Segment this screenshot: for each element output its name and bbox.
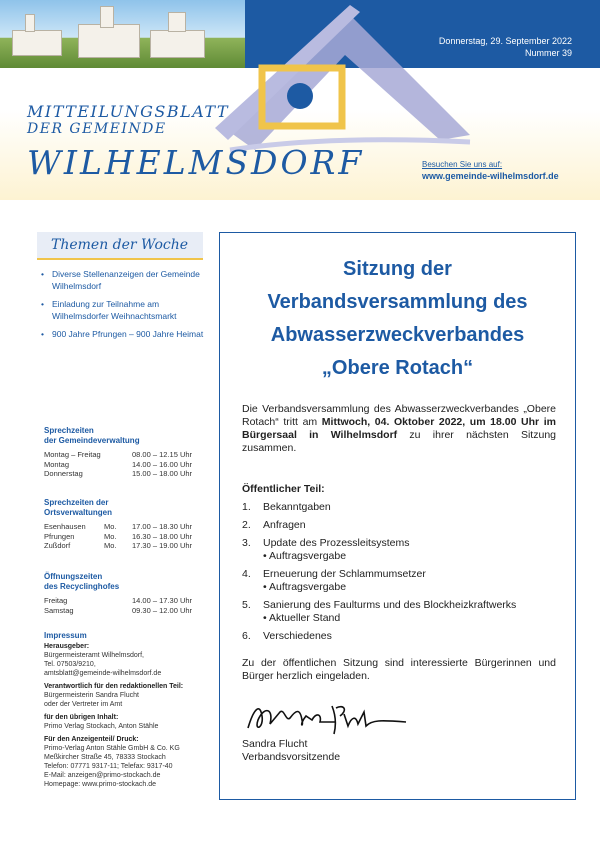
agenda-subitem: • Auftragsvergabe bbox=[263, 581, 347, 593]
agenda-item: 4. Erneuerung der Schlammumsetzer • Auftragsvergabe bbox=[242, 568, 562, 594]
title-line: Verbandsversammlung des bbox=[267, 291, 528, 313]
impressum-homepage[interactable]: Homepage: www.primo-stockach.de bbox=[44, 781, 157, 788]
title-line: Abwasserzweckverbandes bbox=[270, 324, 525, 346]
title-line: „Obere Rotach“ bbox=[321, 357, 474, 379]
hours-row: Montag – Freitag 08.00 – 12.15 Uhr bbox=[44, 450, 193, 459]
office-hours-title2: der Gemeindeverwaltung bbox=[44, 436, 140, 445]
agenda-subitem: • Aktueller Stand bbox=[263, 612, 341, 624]
recycling-hours bbox=[44, 572, 224, 615]
title-line: Sitzung der bbox=[343, 258, 452, 280]
recycling-title2: des Recyclinghofes bbox=[44, 582, 120, 591]
masthead-line2: DER GEMEINDE bbox=[27, 121, 167, 137]
signer bbox=[242, 738, 340, 764]
impressum-heading: Verantwortlich für den redaktionellen Teil: bbox=[44, 683, 184, 690]
announcement-box bbox=[219, 232, 576, 800]
masthead bbox=[0, 0, 600, 200]
recycling-title1: Öffnungszeiten bbox=[44, 572, 103, 581]
masthead-title: WILHELMSDORF bbox=[27, 143, 365, 182]
local-office-hours bbox=[44, 498, 224, 551]
impressum-line: Telefon: 07771 9317-11; Telefax: 9317-40 bbox=[44, 763, 173, 770]
themen-item[interactable]: • Einladung zur Teilnahme am Wilhelmsdorfer Weihnachtsmarkt bbox=[41, 298, 206, 322]
website-link[interactable]: www.gemeinde-wilhelmsdorf.de bbox=[422, 171, 559, 181]
themen-list bbox=[41, 268, 206, 346]
agenda-item: 1. Bekanntgaben bbox=[242, 501, 331, 513]
hours-row: Zußdorf Mo. 17.30 – 19.00 Uhr bbox=[44, 541, 193, 550]
hours-row: Samstag 09.30 – 12.00 Uhr bbox=[44, 605, 193, 615]
public-part-heading: Öffentlicher Teil: bbox=[242, 483, 325, 495]
agenda-item: 5. Sanierung des Faulturms und des Blockheizkraftwerks • Aktueller Stand bbox=[242, 599, 562, 625]
agenda-list bbox=[242, 501, 562, 648]
hours-row: Donnerstag 15.00 – 18.00 Uhr bbox=[44, 469, 193, 478]
meeting-datetime: Mittwoch, 04. Oktober 2022, um 18.00 Uhr im Bürgersaal in Wilhelmsdorf bbox=[242, 416, 556, 441]
impressum-line: Primo Verlag Stockach, Anton Stähle bbox=[44, 723, 159, 730]
issue-info bbox=[439, 35, 572, 59]
impressum-heading: Herausgeber: bbox=[44, 643, 90, 650]
office-hours bbox=[44, 426, 224, 479]
impressum-line: Primo-Verlag Anton Stähle GmbH & Co. KG bbox=[44, 745, 180, 752]
themen-title: Themen der Woche bbox=[51, 237, 189, 253]
signature-icon bbox=[240, 698, 410, 738]
hours-row: Esenhausen Mo. 17.00 – 18.30 Uhr bbox=[44, 522, 193, 531]
impressum-email[interactable]: E-Mail: anzeigen@primo-stockach.de bbox=[44, 772, 161, 779]
hours-row: Pfrungen Mo. 16.30 – 18.00 Uhr bbox=[44, 531, 193, 541]
impressum bbox=[44, 631, 224, 789]
local-hours-title1: Sprechzeiten der bbox=[44, 498, 109, 507]
announcement-title bbox=[220, 253, 575, 385]
agenda-item: 6. Verschiedenes bbox=[242, 630, 332, 642]
hours-row: Montag 14.00 – 16.00 Uhr bbox=[44, 459, 193, 469]
impressum-title: Impressum bbox=[44, 631, 87, 640]
hours-row: Freitag 14.00 – 17.30 Uhr bbox=[44, 596, 193, 605]
masthead-line1: MITTEILUNGSBLATT bbox=[27, 102, 230, 121]
visit-label: Besuchen Sie uns auf: bbox=[422, 160, 503, 169]
themen-item[interactable]: • 900 Jahre Pfrungen – 900 Jahre Heimat bbox=[41, 328, 206, 340]
impressum-heading: für den übrigen Inhalt: bbox=[44, 714, 119, 721]
closing-text: Zu der öffentlichen Sitzung sind interessierte Bürgerinnen und Bürger herzlich eingeladen. bbox=[242, 657, 556, 682]
issue-number: Nummer 39 bbox=[524, 48, 572, 58]
signer-name: Sandra Flucht bbox=[242, 738, 308, 750]
agenda-subitem: • Auftragsvergabe bbox=[263, 550, 347, 562]
impressum-line: Bürgermeisteramt Wilhelmsdorf, bbox=[44, 652, 144, 659]
announcement-intro: Die Verbandsversammlung des Abwasserzweckverbandes „Obere Rotach“ tritt am Mittwoch, 04. Oktober 2022, um 18.00 Uhr im Bürgersaal in Wilhelmsdorf zu ihrer nächsten Sitzung zusammen. bbox=[242, 403, 556, 454]
impressum-email[interactable]: amtsblatt@gemeinde-wilhelmsdorf.de bbox=[44, 670, 162, 677]
impressum-heading: Für den Anzeigenteil/ Druck: bbox=[44, 736, 139, 743]
issue-date: Donnerstag, 29. September 2022 bbox=[438, 36, 572, 46]
impressum-line: Tel. 07503/9210, bbox=[44, 661, 96, 668]
agenda-item: 3. Update des Prozessleitsystems • Auftragsvergabe bbox=[242, 537, 562, 563]
impressum-line: Meßkircher Straße 45, 78333 Stockach bbox=[44, 754, 166, 761]
local-hours-title2: Ortsverwaltungen bbox=[44, 508, 113, 517]
themen-header bbox=[37, 232, 203, 260]
office-hours-title1: Sprechzeiten bbox=[44, 426, 94, 435]
themen-item[interactable]: • Diverse Stellenanzeigen der Gemeinde Wilhelmsdorf bbox=[41, 268, 206, 292]
agenda-item: 2. Anfragen bbox=[242, 519, 306, 531]
impressum-line: oder der Vertreter im Amt bbox=[44, 701, 123, 708]
signer-role: Verbandsvorsitzende bbox=[242, 751, 341, 763]
impressum-line: Bürgermeisterin Sandra Flucht bbox=[44, 692, 139, 699]
